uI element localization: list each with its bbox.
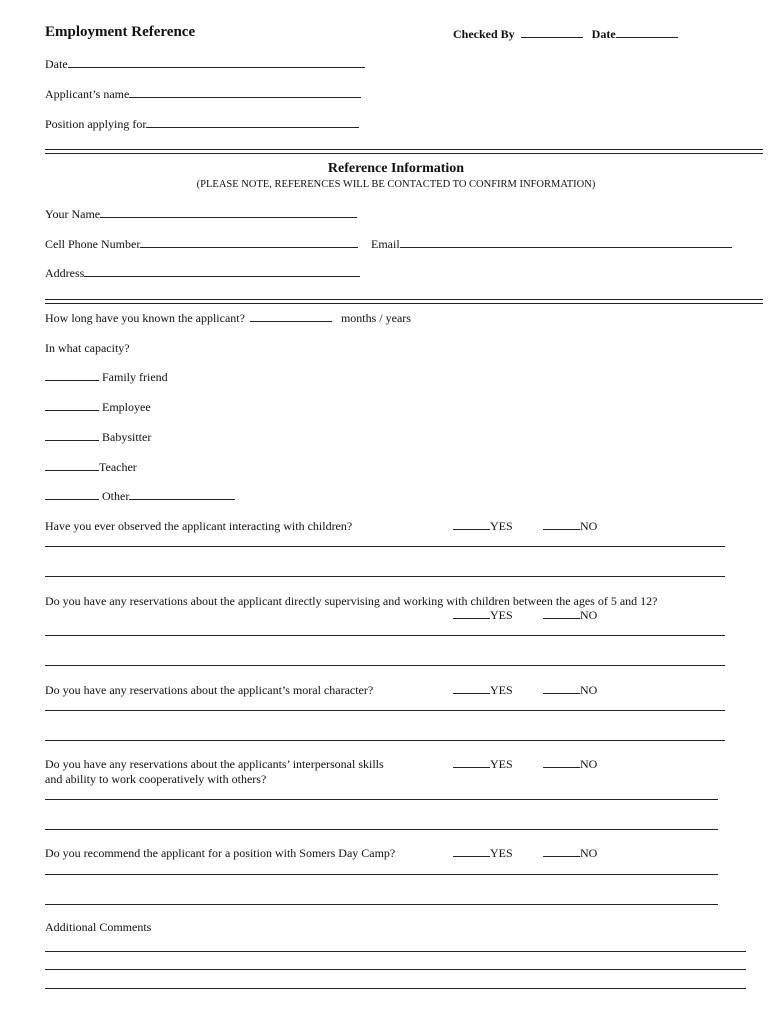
yes-input[interactable]: [453, 846, 490, 857]
answer-line[interactable]: [45, 576, 725, 577]
capacity-option-label: Family friend: [102, 370, 168, 384]
how-long-input[interactable]: [250, 311, 332, 322]
cell-phone-field: [45, 237, 358, 252]
section-divider-2: [45, 299, 763, 304]
other-specify-input[interactable]: [129, 489, 235, 500]
no-label: NO: [580, 608, 598, 622]
no-label: NO: [580, 757, 598, 771]
q2-yes: [453, 608, 513, 623]
answer-line[interactable]: [45, 874, 718, 875]
answer-line[interactable]: [45, 740, 725, 741]
comment-line[interactable]: [45, 988, 746, 989]
yes-input[interactable]: [453, 519, 490, 530]
yes-label: YES: [490, 683, 513, 697]
section-note: (PLEASE NOTE, REFERENCES WILL BE CONTACTED TO CONFIRM INFORMATION): [196, 179, 596, 190]
no-input[interactable]: [543, 757, 580, 768]
no-input[interactable]: [543, 519, 580, 530]
your-name-input[interactable]: [100, 207, 357, 218]
checked-by-label: Checked By: [453, 27, 515, 41]
checked-by-field: [453, 27, 678, 42]
checked-date-label: Date: [591, 27, 616, 41]
q5-no: [543, 846, 597, 861]
q3-yes: [453, 683, 513, 698]
answer-line[interactable]: [45, 665, 725, 666]
no-label: NO: [580, 846, 598, 860]
capacity-option-label: Teacher: [99, 460, 137, 474]
yes-label: YES: [490, 608, 513, 622]
question-interpersonal-line2: and ability to work cooperatively with others?: [45, 772, 267, 786]
capacity-option-label: Babysitter: [102, 430, 152, 444]
capacity-option-employee: [45, 400, 151, 415]
date-field: [45, 57, 365, 72]
q1-no: [543, 519, 597, 534]
question-recommend: Do you recommend the applicant for a position with Somers Day Camp?: [45, 846, 396, 860]
capacity-option-other: [45, 489, 235, 504]
capacity-option-babysitter: [45, 430, 151, 445]
email-input[interactable]: [400, 237, 732, 248]
address-input[interactable]: [84, 266, 360, 277]
checked-by-input[interactable]: [521, 27, 583, 38]
email-label: Email: [371, 237, 400, 251]
no-input[interactable]: [543, 683, 580, 694]
applicant-name-label: Applicant’s name: [45, 87, 130, 101]
q4-no: [543, 757, 597, 772]
applicant-name-field: [45, 87, 361, 102]
your-name-field: [45, 207, 357, 222]
answer-line[interactable]: [45, 799, 718, 800]
applicant-name-input[interactable]: [129, 87, 361, 98]
yes-input[interactable]: [453, 683, 490, 694]
comment-line[interactable]: [45, 969, 746, 970]
capacity-check-input[interactable]: [45, 400, 99, 411]
answer-line[interactable]: [45, 546, 725, 547]
answer-line[interactable]: [45, 904, 718, 905]
answer-line[interactable]: [45, 635, 725, 636]
checked-date-input[interactable]: [616, 27, 678, 38]
no-label: NO: [580, 683, 598, 697]
no-label: NO: [580, 519, 598, 533]
yes-label: YES: [490, 519, 513, 533]
capacity-question: In what capacity?: [45, 341, 130, 355]
position-input[interactable]: [146, 117, 359, 128]
how-long-field: [45, 311, 411, 326]
date-input[interactable]: [68, 57, 365, 68]
answer-line[interactable]: [45, 829, 718, 830]
how-long-label: How long have you known the applicant?: [45, 311, 245, 325]
position-label: Position applying for: [45, 117, 147, 131]
address-field: [45, 266, 360, 281]
capacity-check-input[interactable]: [45, 460, 99, 471]
capacity-check-input[interactable]: [45, 430, 99, 441]
form-title: Employment Reference: [45, 24, 196, 40]
q5-yes: [453, 846, 513, 861]
q2-no: [543, 608, 597, 623]
yes-label: YES: [490, 757, 513, 771]
question-interpersonal-line1: Do you have any reservations about the applicants’ interpersonal skills: [45, 757, 384, 771]
additional-comments-label: Additional Comments: [45, 920, 152, 934]
your-name-label: Your Name: [45, 207, 101, 221]
q4-yes: [453, 757, 513, 772]
capacity-option-label: Employee: [102, 400, 151, 414]
position-field: [45, 117, 359, 132]
capacity-option-family-friend: [45, 370, 168, 385]
no-input[interactable]: [543, 608, 580, 619]
capacity-check-input[interactable]: [45, 370, 99, 381]
cell-phone-label: Cell Phone Number: [45, 237, 141, 251]
question-supervising-children: Do you have any reservations about the applicant directly supervising and working with children between the ages of 5 and 12?: [45, 594, 658, 608]
yes-input[interactable]: [453, 757, 490, 768]
how-long-units: months / years: [340, 311, 411, 325]
answer-line[interactable]: [45, 710, 725, 711]
date-label: Date: [45, 57, 68, 71]
question-moral-character: Do you have any reservations about the applicant’s moral character?: [45, 683, 374, 697]
no-input[interactable]: [543, 846, 580, 857]
section-title: Reference Information: [327, 161, 465, 176]
comment-line[interactable]: [45, 951, 746, 952]
capacity-check-input[interactable]: [45, 489, 99, 500]
cell-phone-input[interactable]: [140, 237, 358, 248]
address-label: Address: [45, 266, 85, 280]
capacity-option-teacher: [45, 460, 137, 475]
capacity-option-label: Other: [102, 489, 130, 503]
section-divider: [45, 149, 763, 154]
q1-yes: [453, 519, 513, 534]
question-observed-children: Have you ever observed the applicant interacting with children?: [45, 519, 353, 533]
email-field: [371, 237, 732, 252]
q3-no: [543, 683, 597, 698]
yes-label: YES: [490, 846, 513, 860]
yes-input[interactable]: [453, 608, 490, 619]
